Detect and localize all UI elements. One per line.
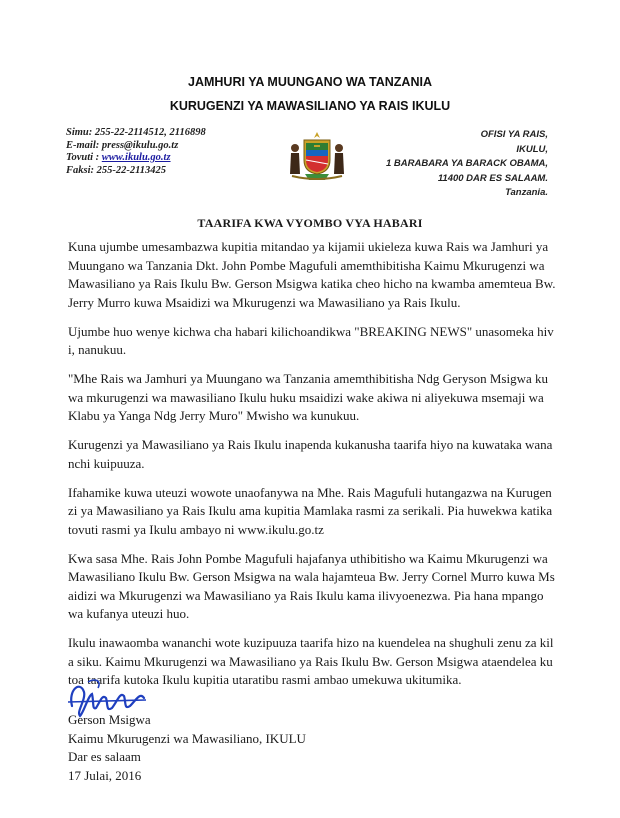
coat-of-arms-icon (278, 122, 356, 184)
body-paragraph: Kuna ujumbe umesambazwa kupitia mitandao ya kijamii ukieleza kuwa Rais wa Jamhuri ya Muungano wa Tanzania Dkt. John Pombe Magufuli amemthibitisha Kaimu Mkurugenzi wa Mawasiliano ya Rais Ikulu Bw. Gerson Msigwa katika cheo hicho na kwamba amemteua Bw. Jerry Murro kuwa Msaidizi wa Mkurugenzi wa Mawasiliano ya Rais Ikulu. (68, 239, 556, 310)
body-paragraph: Kwa sasa Mhe. Rais John Pombe Magufuli hajafanya uthibitisho wa Kaimu Mkurugenzi wa Mawasiliano Ikulu Bw. Gerson Msigwa na wala hajamteua Bw. Jerry Cornel Murro kuwa Msaidizi wa Mkurugenzi wa Mawasiliano ya Rais Ikulu kama ilivyoenezwa. Pia hana mpango wa kufanya uteuzi huo. (68, 550, 555, 621)
website-link[interactable]: www.ikulu.go.tz (101, 152, 171, 163)
contact-website (66, 152, 206, 165)
header-country: JAMHURI YA MUUNGANO WA TANZANIA (188, 75, 432, 89)
address-line: 1 BARABARA YA BARACK OBAMA, (385, 158, 548, 169)
signatory-position: Kaimu Mkurugenzi wa Mawasiliano, IKULU (68, 730, 306, 746)
document-title: TAARIFA KWA VYOMBO VYA HABARI (197, 216, 423, 230)
address-line: OFISI YA RAIS, (480, 129, 548, 140)
contact-website-label: Tovuti : (66, 152, 102, 163)
body-paragraph: "Mhe Rais wa Jamhuri ya Muungano wa Tanzania amemthibitisha Ndg Geryson Msigwa kuwa mkurugenzi wa mawasiliano Ikulu huku msaidizi wake akiwa ni aliyekuwa msemaji wa Klabu ya Yanga Ndg Jerry Muro" Mwisho wa kunukuu. (68, 371, 549, 423)
signoff-block (68, 711, 306, 785)
document-body (68, 238, 556, 700)
contact-phone: Simu: 255-22-2114512, 2116898 (66, 127, 206, 138)
signoff-date: 17 Julai, 2016 (68, 767, 142, 783)
office-address (386, 128, 548, 201)
contact-fax: Faksi: 255-22-2113425 (66, 164, 167, 176)
body-paragraph: Kurugenzi ya Mawasiliano ya Rais Ikulu inapenda kukanusha taarifa hiyo na kuwataka wananchi kuipuuza. (68, 437, 553, 471)
address-line: 11400 DAR ES SALAAM. (437, 172, 548, 184)
body-paragraph: Ikulu inawaomba wananchi wote kuzipuuza taarifa hizo na kuendelea na shughuli zenu za kila siku. Kaimu Mkurugenzi wa Mawasiliano ya Rais Ikulu Bw. Gerson Msigwa ataendelea kutoa taarifa kutoka Ikulu kupitia utaratibu rasmi ambao umekuwa ukitumika. (68, 635, 554, 687)
contact-block (66, 127, 206, 177)
address-line: IKULU, (516, 143, 548, 155)
address-line: Tanzania. (505, 187, 548, 198)
signoff-place: Dar es salaam (68, 749, 141, 764)
signatory-name: Gerson Msigwa (68, 712, 151, 727)
body-paragraph: Ujumbe huo wenye kichwa cha habari kilichoandikwa "BREAKING NEWS" unasomeka hivi, nanukuu. (68, 323, 554, 357)
header-directorate: KURUGENZI YA MAWASILIANO YA RAIS IKULU (169, 99, 451, 113)
body-paragraph: Ifahamike kuwa uteuzi wowote unaofanywa na Mhe. Rais Magufuli hutangazwa na Kurugenzi ya Mawasiliano ya Rais Ikulu ama kupitia Mamlaka rasmi za serikali. Pia huwekwa katika tovuti rasmi ya Ikulu ambayo ni www.ikulu.go.tz (68, 484, 553, 537)
contact-email: E-mail: press@ikulu.go.tz (66, 139, 179, 151)
